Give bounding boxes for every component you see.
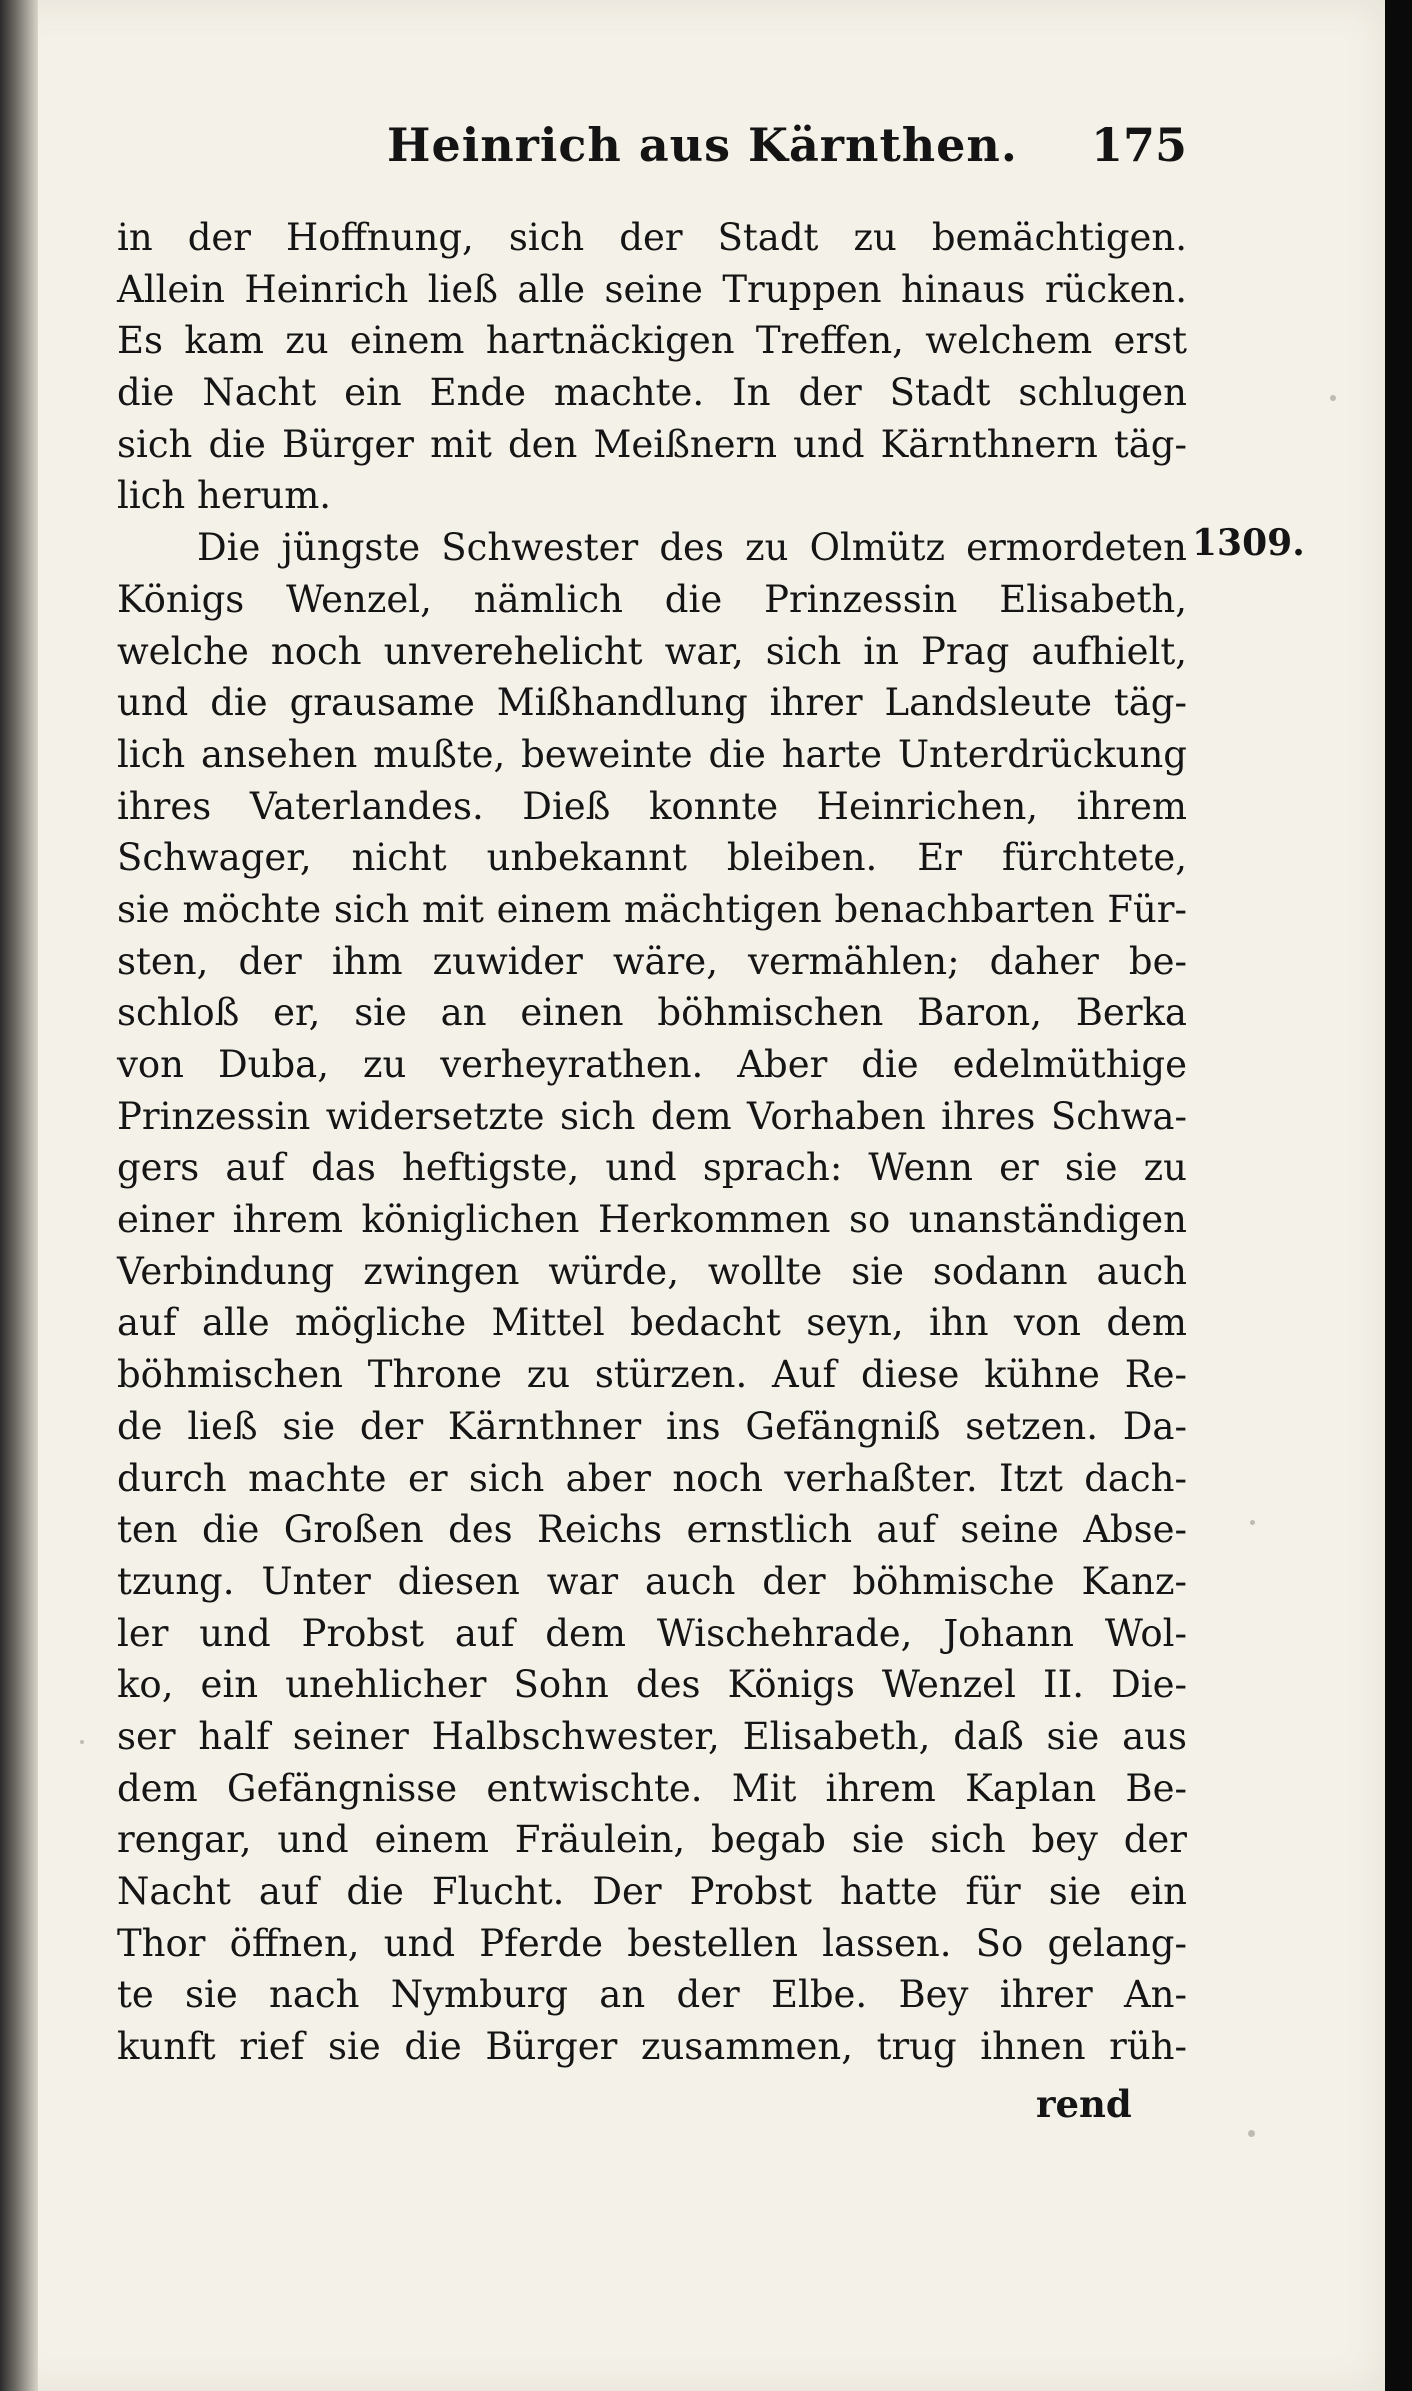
text-line: tzung. Unter diesen war auch der böhmische Kanz- bbox=[117, 1559, 1187, 1603]
text-line: sich die Bürger mit den Meißnern und Kärnthnern täg- bbox=[117, 422, 1187, 466]
text-line: Prinzessin widersetzte sich dem Vorhaben ihres Schwa- bbox=[117, 1094, 1187, 1138]
text-line: durch machte er sich aber noch verhaßter. Itzt dach- bbox=[117, 1456, 1187, 1500]
text-line: Nacht auf die Flucht. Der Probst hatte für sie ein bbox=[117, 1870, 1187, 1913]
text-line: in der Hoffnung, sich der Stadt zu bemächtigen. bbox=[117, 216, 1187, 259]
text-line: ko, ein unehlicher Sohn des Königs Wenzel II. Die- bbox=[117, 1663, 1187, 1707]
text-line: ihres Vaterlandes. Dieß konnte Heinrichen, ihrem bbox=[117, 784, 1187, 828]
text-line: rengar, und einem Fräulein, begab sie sich bey der bbox=[117, 1818, 1187, 1862]
text-line: und die grausame Mißhandlung ihrer Landsleute täg- bbox=[117, 681, 1187, 725]
catchword: rend bbox=[1036, 2082, 1132, 2126]
text-line: Schwager, nicht unbekannt bleiben. Er fürchtete, bbox=[117, 836, 1187, 880]
body-text bbox=[117, 212, 1187, 2073]
paper-speck bbox=[1330, 395, 1336, 401]
paper-speck bbox=[1250, 1520, 1255, 1525]
text-line: ser half seiner Halbschwester, Elisabeth, daß sie aus bbox=[117, 1714, 1187, 1758]
text-line: gers auf das heftigste, und sprach: Wenn er sie zu bbox=[117, 1146, 1187, 1190]
text-line: von Duba, zu verheyrathen. Aber die edelmüthige bbox=[117, 1043, 1187, 1086]
text-line: Verbindung zwingen würde, wollte sie sodann auch bbox=[117, 1249, 1187, 1293]
text-line: Allein Heinrich ließ alle seine Truppen hinaus rücken. bbox=[117, 267, 1187, 311]
text-line: Die jüngste Schwester des zu Olmütz ermordeten bbox=[197, 526, 1187, 570]
paper-speck bbox=[1248, 2130, 1255, 2137]
margin-note-year: 1309. bbox=[1192, 522, 1305, 564]
page-binding-edge bbox=[0, 0, 38, 2391]
text-line: kunft rief sie die Bürger zusammen, trug ihnen rüh- bbox=[117, 2025, 1187, 2069]
text-line: lich herum. bbox=[117, 474, 332, 518]
text-line: ler und Probst auf dem Wischehrade, Johann Wol- bbox=[117, 1611, 1187, 1655]
text-line: Königs Wenzel, nämlich die Prinzessin Elisabeth, bbox=[117, 577, 1187, 621]
text-line: dem Gefängnisse entwischte. Mit ihrem Kaplan Be- bbox=[117, 1766, 1187, 1810]
text-line: böhmischen Throne zu stürzen. Auf diese kühne Re- bbox=[117, 1353, 1187, 1397]
paper-speck bbox=[80, 1740, 84, 1744]
text-line: Thor öffnen, und Pferde bestellen lassen. So gelang- bbox=[117, 1921, 1187, 1965]
text-line: lich ansehen mußte, beweinte die harte Unterdrückung bbox=[117, 732, 1187, 776]
page-header bbox=[117, 118, 1187, 188]
text-line: auf alle mögliche Mittel bedacht seyn, ihn von dem bbox=[117, 1301, 1187, 1345]
text-line: welche noch unverehelicht war, sich in Prag aufhielt, bbox=[117, 629, 1187, 673]
page-number: 175 bbox=[1090, 118, 1187, 172]
text-line: de ließ sie der Kärnthner ins Gefängniß setzen. Da- bbox=[117, 1404, 1187, 1448]
running-title: Heinrich aus Kärnthen. bbox=[387, 118, 1018, 172]
text-line: te sie nach Nymburg an der Elbe. Bey ihrer An- bbox=[117, 1973, 1187, 2017]
text-line: sten, der ihm zuwider wäre, vermählen; daher be- bbox=[117, 939, 1187, 983]
text-line: ten die Großen des Reichs ernstlich auf seine Abse- bbox=[117, 1508, 1187, 1552]
text-line: die Nacht ein Ende machte. In der Stadt schlugen bbox=[117, 371, 1187, 415]
text-line: einer ihrem königlichen Herkommen so unanständigen bbox=[117, 1198, 1187, 1242]
text-line: sie möchte sich mit einem mächtigen benachbarten Für- bbox=[117, 887, 1187, 931]
text-line: Es kam zu einem hartnäckigen Treffen, welchem erst bbox=[117, 319, 1187, 363]
text-line: schloß er, sie an einen böhmischen Baron, Berka bbox=[117, 991, 1187, 1035]
